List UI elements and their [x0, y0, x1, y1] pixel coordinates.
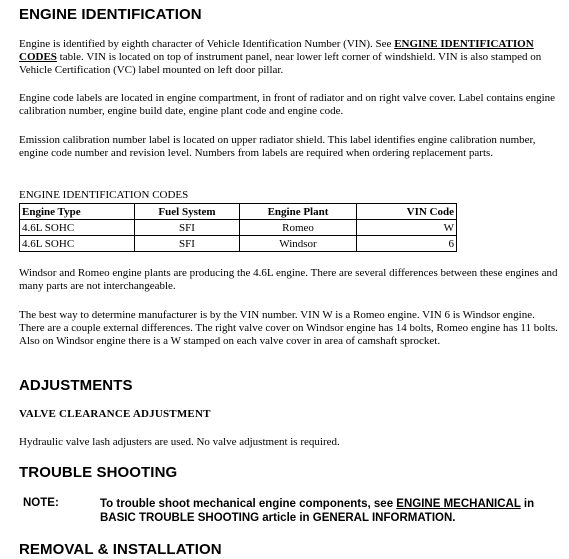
- cell-vin-code: 6: [357, 236, 457, 252]
- note-after: in BASIC TROUBLE SHOOTING article in GENERAL INFORMATION.: [100, 498, 535, 524]
- cell-engine-plant: Romeo: [240, 220, 357, 236]
- note-label: NOTE:: [23, 497, 59, 509]
- note-text: [100, 497, 569, 525]
- paragraph-manufacturer-differences: The best way to determine manufacturer is by the VIN number. VIN W is a Romeo engine. VIN 6 is Windsor engine. There are a couple external differences. The right valve cover on Windsor engine has 14 bolts, Romeo engine has 11 bolts. Also on Windsor engine there is a W stamped on each valve cover in area of camshaft sprocket.: [19, 309, 558, 347]
- cell-engine-type: 4.6L SOHC: [20, 236, 135, 252]
- paragraph-engine-code-labels: Engine code labels are located in engine compartment, in front of radiator and on right valve cover. Label contains engine calibration number, engine build date, engine plant code and engine code.: [19, 92, 556, 117]
- cell-engine-type: 4.6L SOHC: [20, 220, 135, 236]
- table-row: [20, 236, 457, 252]
- header-engine-plant: Engine Plant: [240, 204, 357, 220]
- engine-mechanical-link[interactable]: ENGINE MECHANICAL: [396, 498, 521, 510]
- cell-fuel-system: SFI: [135, 236, 240, 252]
- heading-trouble-shooting: TROUBLE SHOOTING: [19, 464, 178, 481]
- cell-fuel-system: SFI: [135, 220, 240, 236]
- header-vin-code: VIN Code: [357, 204, 457, 220]
- subheading-valve-clearance: VALVE CLEARANCE ADJUSTMENT: [19, 408, 211, 420]
- table-header-row: [20, 204, 457, 220]
- cell-engine-plant: Windsor: [240, 236, 357, 252]
- paragraph-emission-label: Emission calibration number label is located on upper radiator shield. This label identifies engine calibration number, engine code number and revision level. Numbers from labels are required when ordering replacement parts.: [19, 134, 536, 159]
- para1-before: Engine is identified by eighth character of Vehicle Identification Number (VIN). See: [19, 38, 395, 50]
- heading-adjustments: ADJUSTMENTS: [19, 377, 133, 394]
- para1-after: table. VIN is located on top of instrument panel, near lower left corner of windshield. VIN is also stamped on Vehicle Certification (VC) label mounted on left door pillar.: [19, 51, 542, 76]
- cell-vin-code: W: [357, 220, 457, 236]
- paragraph-vin-location: [19, 38, 559, 77]
- heading-removal-installation: REMOVAL & INSTALLATION: [19, 541, 222, 558]
- heading-engine-identification: ENGINE IDENTIFICATION: [19, 6, 202, 23]
- table-row: [20, 220, 457, 236]
- engine-codes-table: [19, 203, 457, 252]
- header-engine-type: Engine Type: [20, 204, 135, 220]
- paragraph-valve-lash: Hydraulic valve lash adjusters are used. No valve adjustment is required.: [19, 436, 340, 448]
- header-fuel-system: Fuel System: [135, 204, 240, 220]
- note-before: To trouble shoot mechanical engine components, see: [100, 498, 397, 510]
- paragraph-engine-plants: Windsor and Romeo engine plants are producing the 4.6L engine. There are several differences between these engines and many parts are not interchangeable.: [19, 267, 558, 292]
- engine-identification-codes-link[interactable]: ENGINE IDENTIFICATION CODES: [19, 38, 534, 63]
- table-title: ENGINE IDENTIFICATION CODES: [19, 189, 189, 201]
